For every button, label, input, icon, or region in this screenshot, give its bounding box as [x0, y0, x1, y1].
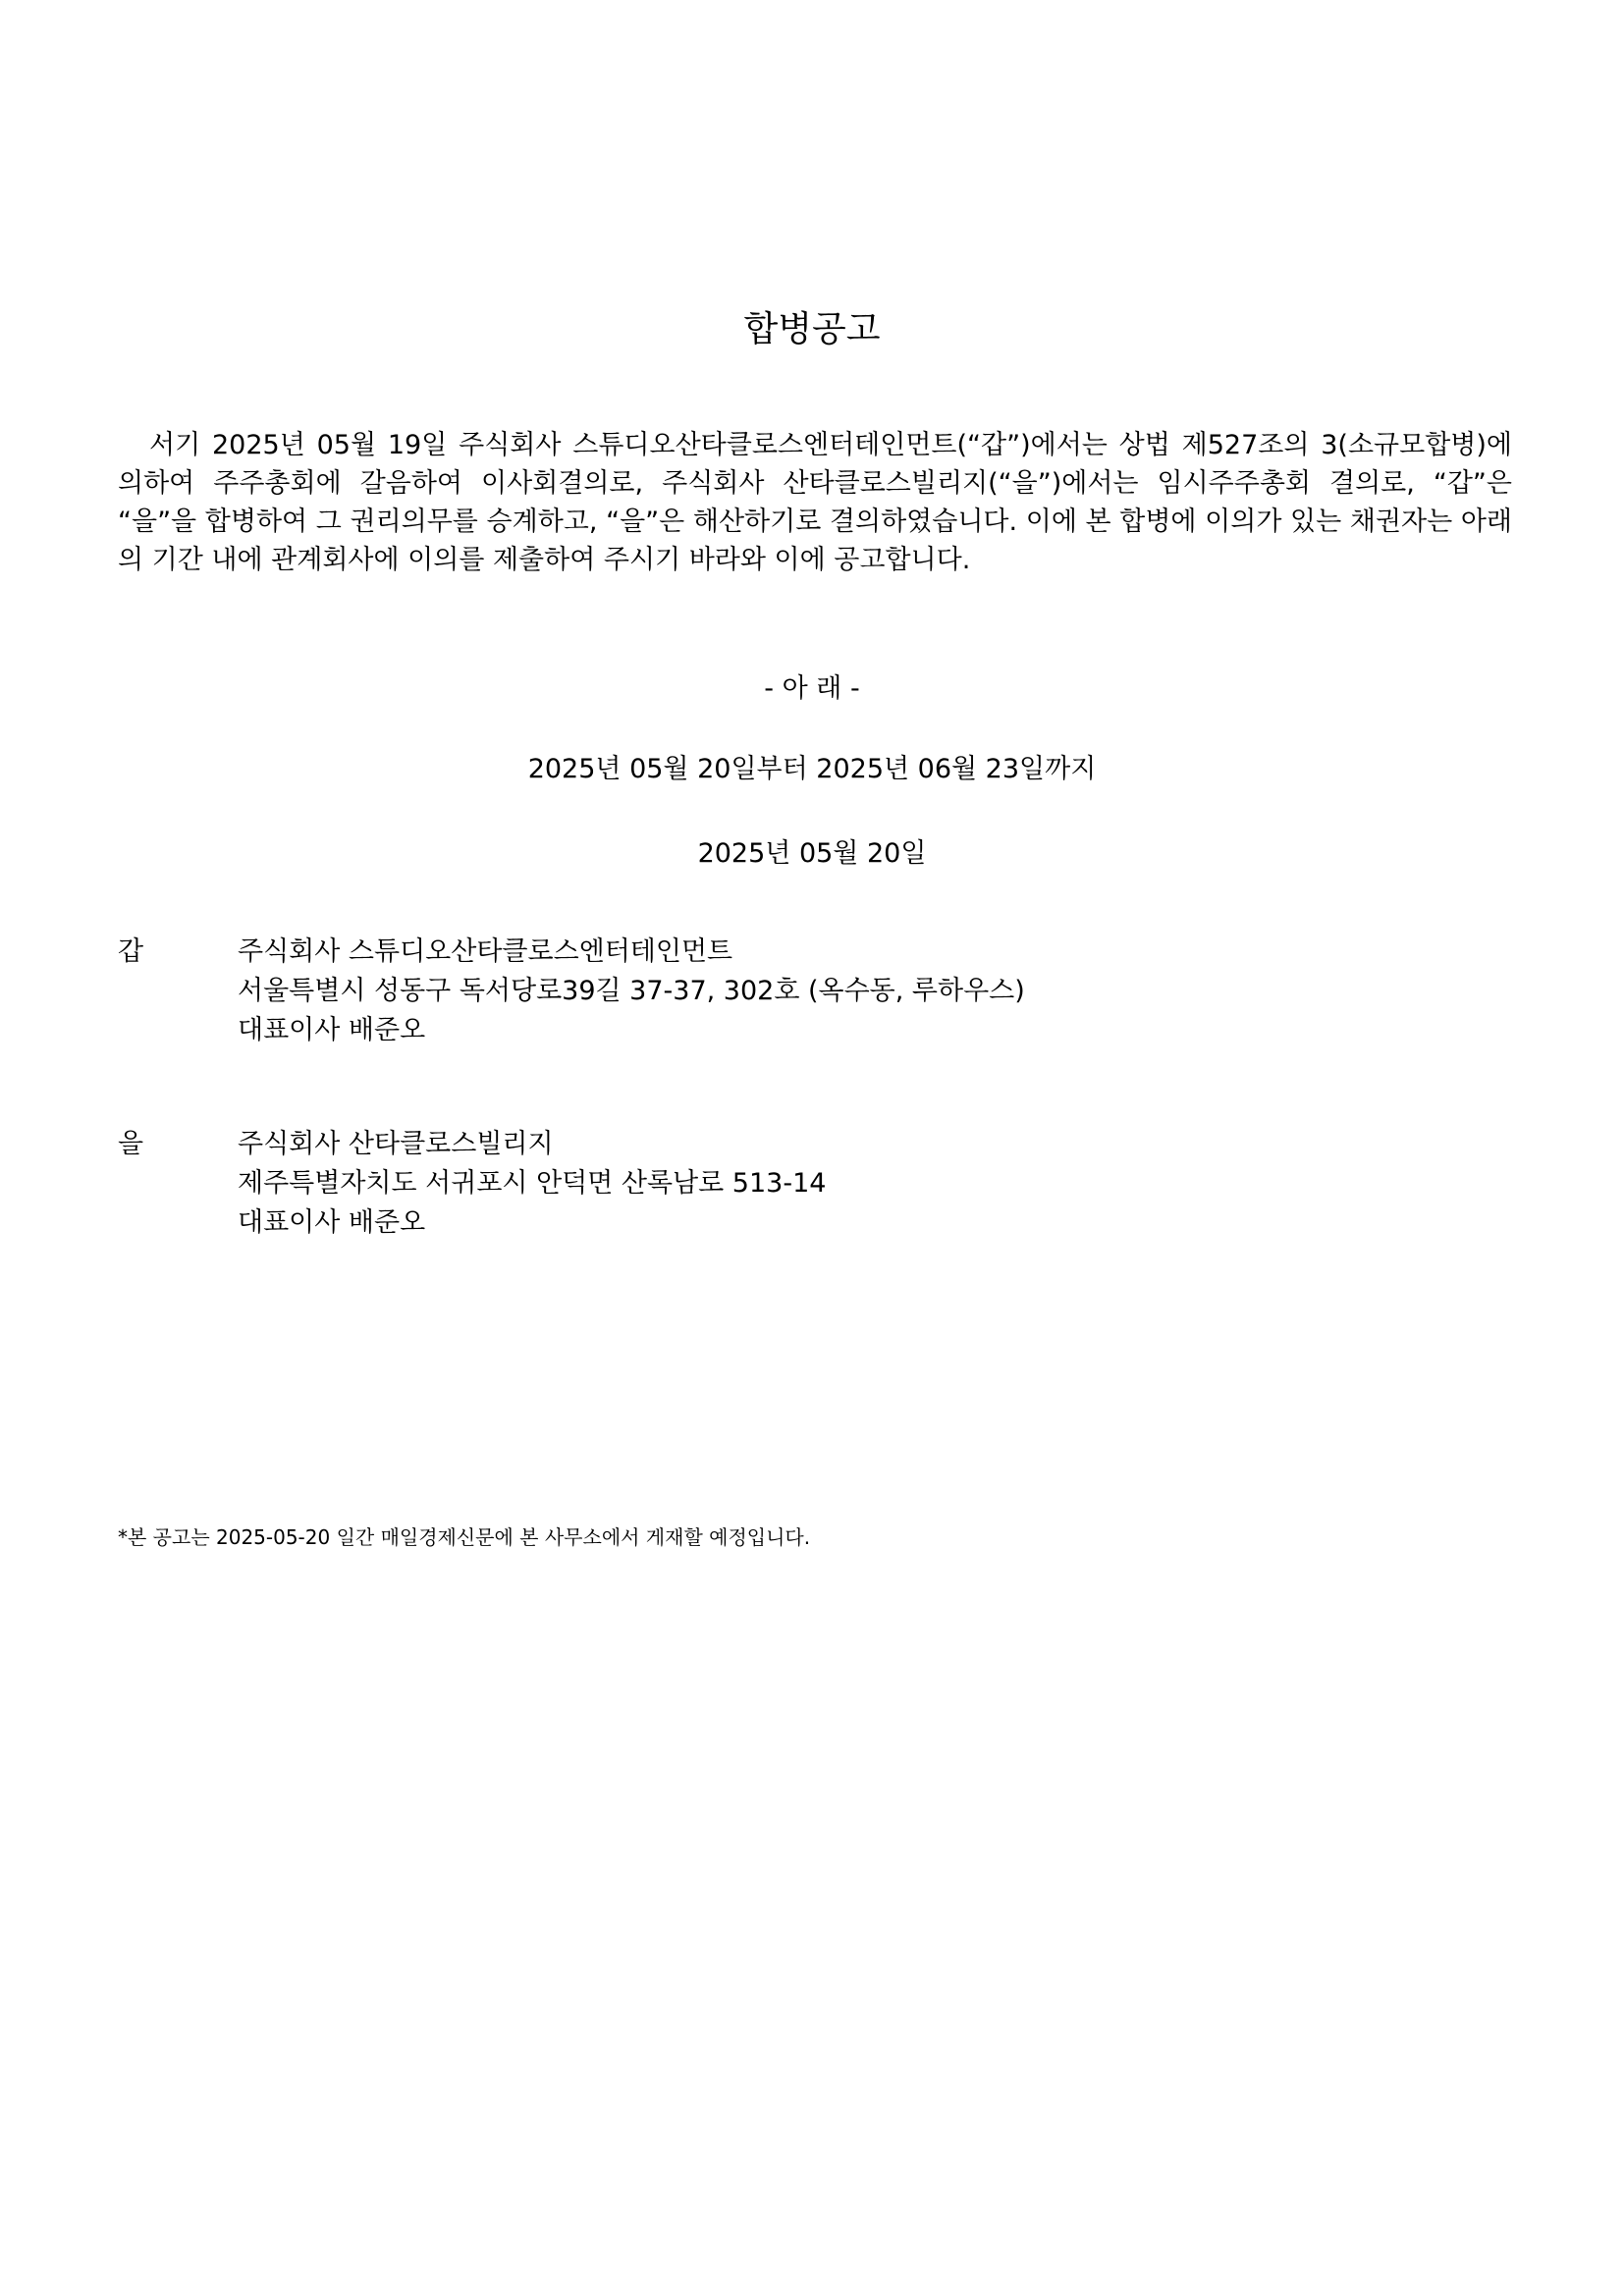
party-b-company: 주식회사 산타클로스빌리지: [238, 1129, 554, 1159]
publication-footnote: *본 공고는 2025-05-20 일간 매일경제신문에 본 사무소에서 게재할 예정입니다.: [118, 1525, 811, 1549]
party-a-mark: 갑: [118, 936, 144, 967]
notice-subheading: - 아 래 -: [764, 673, 860, 704]
notice-body: 서기 2025년 05월 19일 주식회사 스튜디오산타클로스엔터테인먼트(“갑”)에서는 상법 제527조의 3(소규모합병)에 의하여 주주총회에 갈음하여 이사회결의로, 주식회사 산타클로스빌리지(“을”)에서는 임시주주총회 결의로, “갑”은 “을”을 합병하여 그 권리의무를 승계하고, “을”은 해산하기로 결의하였습니다. 이에 본 합병에 이의가 있는 채권자는 아래의 기간 내에 관계회사에 이의를 제출하여 주시기 바라와 이에 공고합니다.: [118, 430, 1512, 575]
party-a-representative: 대표이사 배준오: [238, 1015, 426, 1045]
party-a-details: [238, 933, 1416, 1050]
party-a-company: 주식회사 스튜디오산타클로스엔터테인먼트: [238, 936, 733, 967]
party-b-representative: 대표이사 배준오: [238, 1207, 426, 1238]
document-title: 합병공고: [743, 309, 881, 349]
objection-period: 2025년 05월 20일부터 2025년 06월 23일까지: [527, 754, 1097, 784]
party-a-address: 서울특별시 성동구 독서당로39길 37-37, 302호 (옥수동, 루하우스): [238, 976, 1025, 1006]
party-b-mark: 을: [118, 1129, 144, 1159]
party-b-address: 제주특별자치도 서귀포시 안덕면 산록남로 513-14: [238, 1168, 827, 1199]
notice-date: 2025년 05월 20일: [697, 838, 927, 869]
party-b-details: [238, 1125, 1416, 1243]
